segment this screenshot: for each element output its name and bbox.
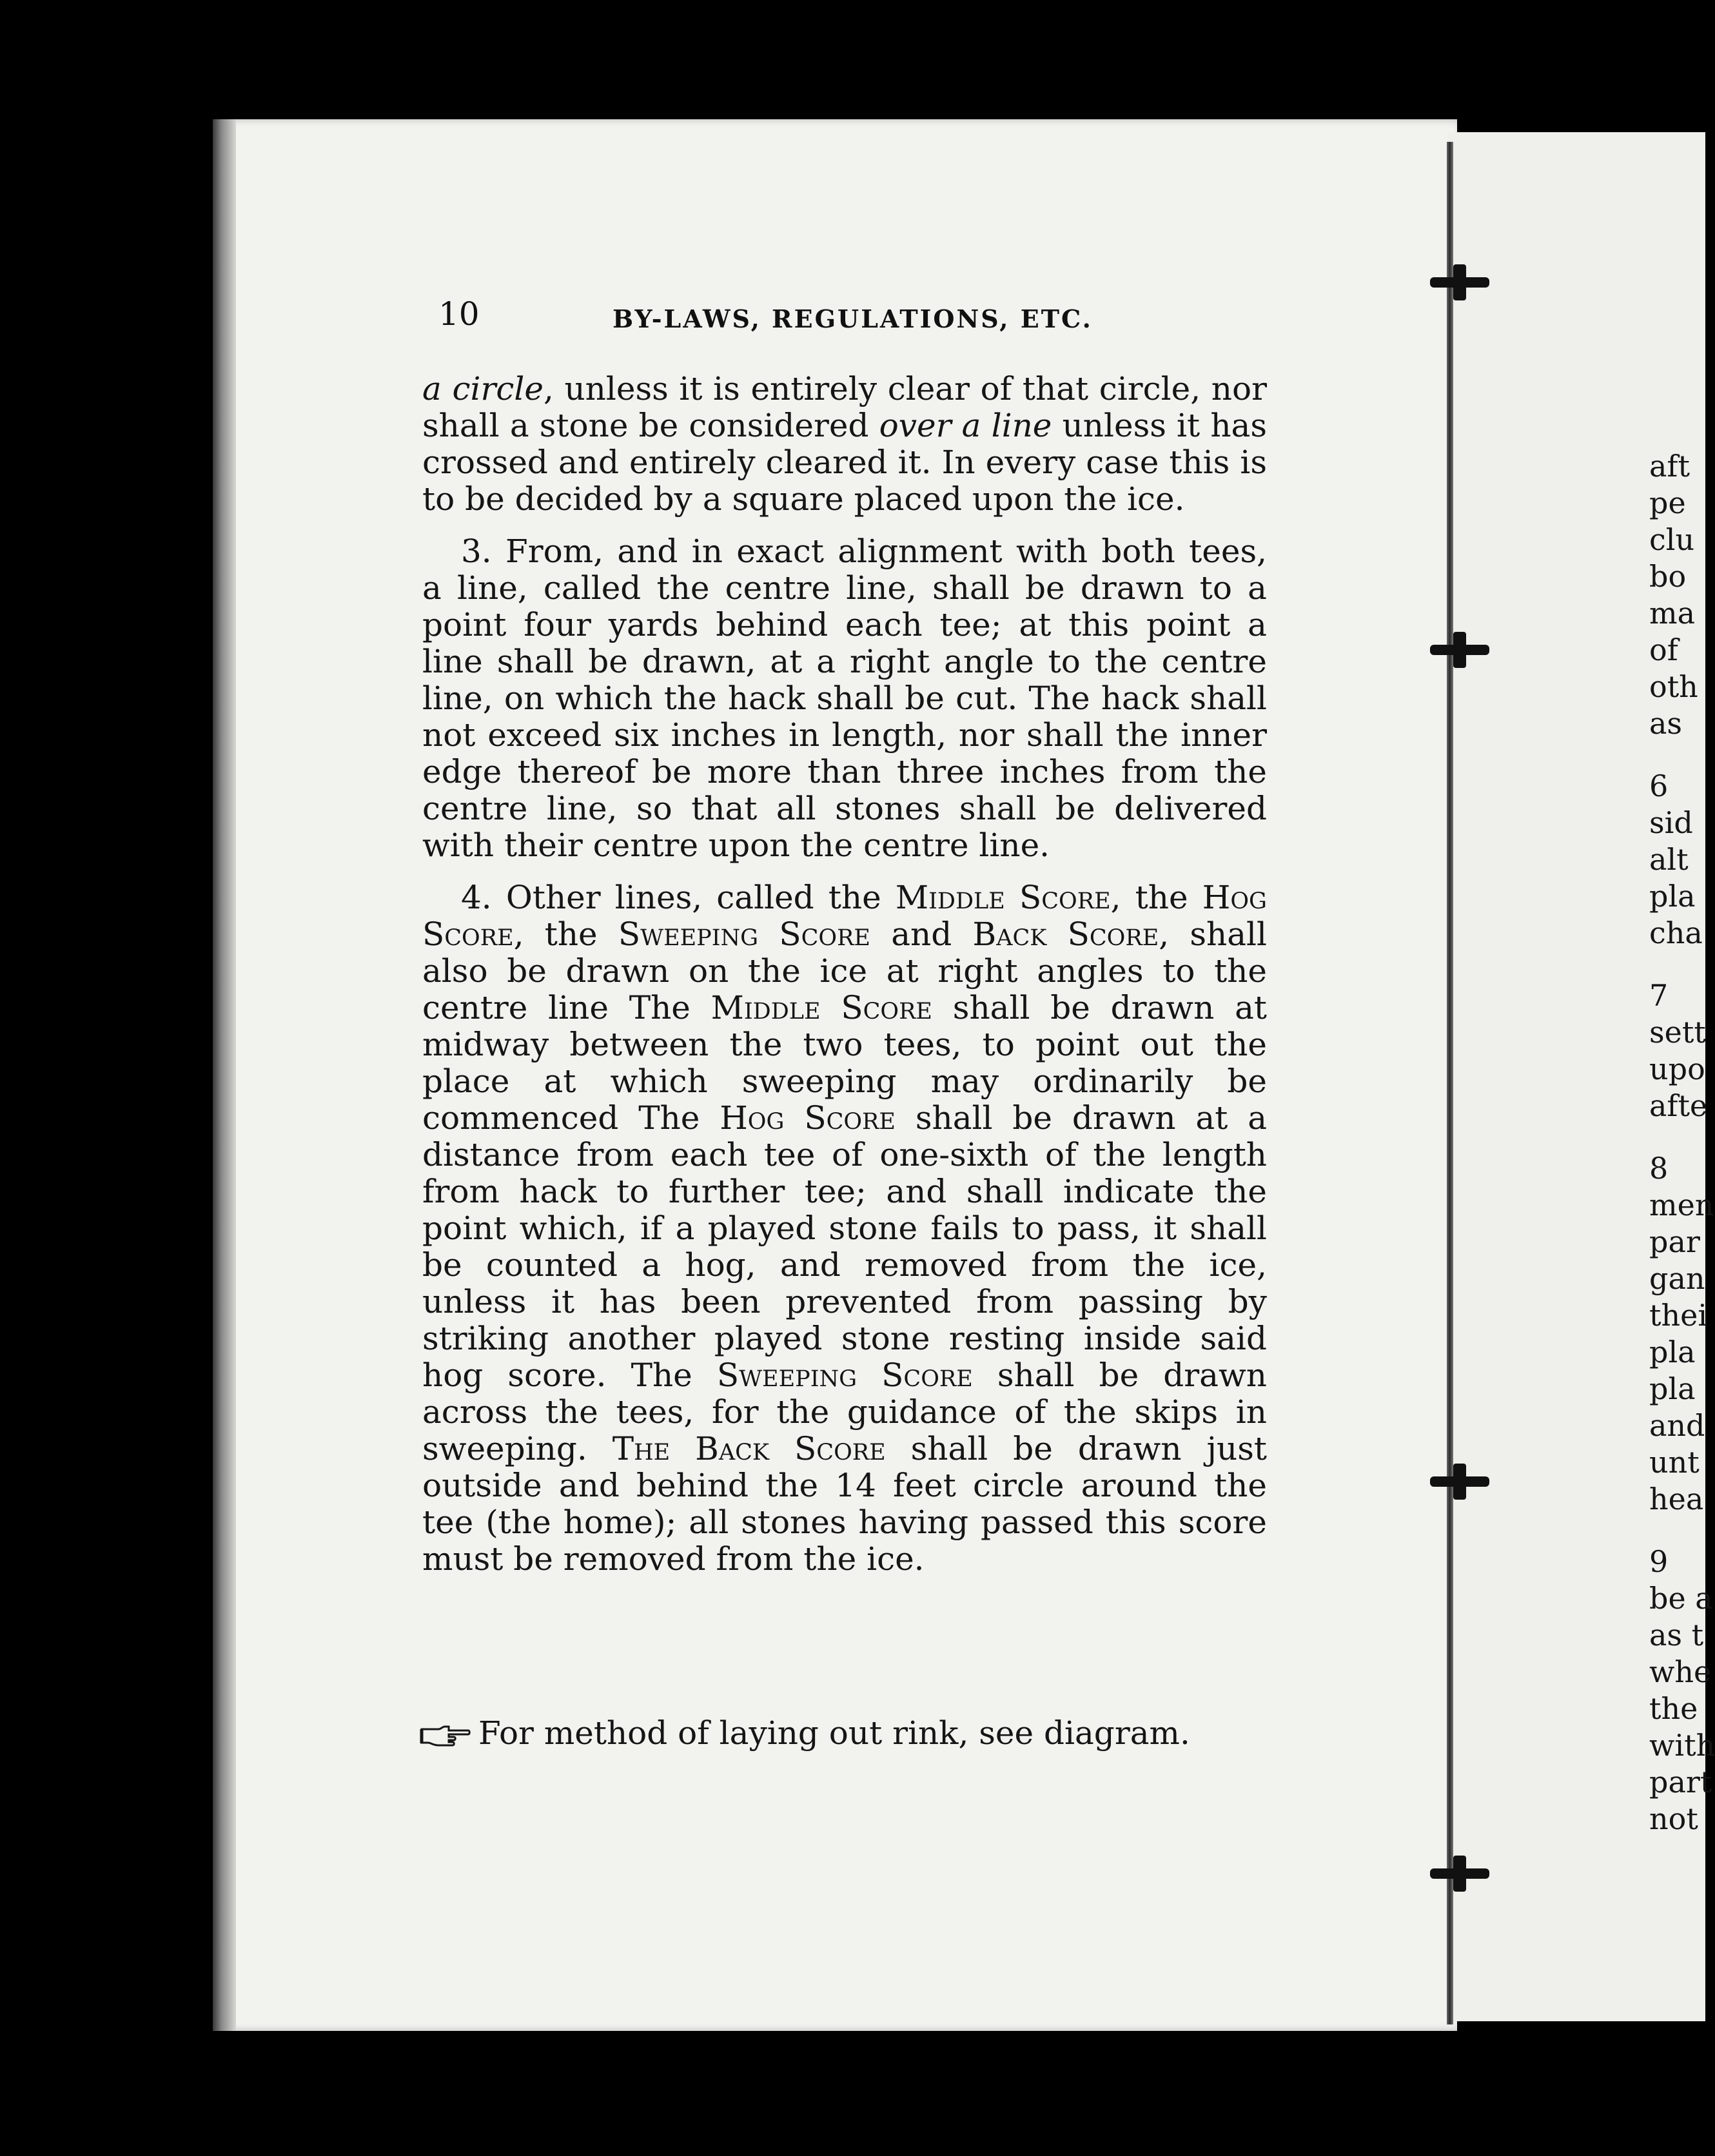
facing-line: pla [1649,1371,1696,1406]
paragraph-text: , unless it is entirely clear of that circle, nor shall a stone be considered [422,370,1267,444]
diagram-note [419,1715,1264,1752]
facing-line: cha [1649,916,1703,950]
facing-line: alt [1649,842,1689,877]
facing-page-text [1649,448,1715,1838]
binding-stitch [1430,645,1489,655]
paragraph-3: 3. From, and in exact alignment with both tees, a line, called the centre line, shall be drawn to a point four yards behind each tee; at this point a line shall be drawn, at a right angle to the centre line, on which the hack shall be cut. The hack shall not exceed six inches in length, nor shall the inner edge thereof be more than three inches from the centre line, so that all stones shall be delivered with their centre upon the centre line. [422,533,1267,864]
running-head [438,295,1096,340]
paragraph-2-continued [422,371,1267,518]
term-a-circle: a circle [422,370,544,407]
body-text [422,371,1267,1593]
paragraph-text: , the [1110,879,1202,916]
term-hog-score: Hog Score [720,1099,896,1137]
facing-line: be a [1649,1581,1713,1616]
facing-line: of [1649,632,1678,667]
term-back-score: Back Score [972,916,1159,953]
facing-line: gan [1649,1261,1705,1296]
facing-line: with [1649,1728,1715,1763]
facing-line: not [1649,1801,1698,1836]
facing-line: 9 [1649,1544,1669,1579]
facing-line: clu [1649,522,1695,557]
paragraph-text: shall be drawn just outside and behind the 14 feet circle around the tee (the home); all stones having passed this score must be removed from the ice. [422,1430,1267,1578]
term-middle-score: Middle Score [895,879,1111,916]
facing-line: as t [1649,1618,1704,1652]
running-title: BY-LAWS, REGULATIONS, ETC. [612,304,1093,333]
facing-line: 7 [1649,978,1669,1013]
facing-line: 8 [1649,1151,1669,1186]
binding-stitch [1430,277,1489,288]
facing-line: 6 [1649,769,1669,803]
paragraph-text: and [870,916,973,953]
paragraph-text: shall be drawn at midway between the two tees, to point out the place at which sweeping may ordinarily be commenced The [422,989,1267,1137]
paragraph-text: shall be drawn across the tees, for the guidance of the skips in sweeping. [422,1357,1267,1467]
facing-line: upo [1649,1052,1705,1086]
facing-line: ma [1649,596,1696,631]
paragraph-text: , shall also be drawn on the ice at right angles to the centre line The [422,916,1268,1026]
facing-line: and [1649,1408,1705,1443]
note-text: For method of laying out rink, see diagram. [478,1714,1190,1752]
facing-line: aft [1649,449,1690,484]
book-gutter [1447,142,1453,2024]
facing-line: pla [1649,879,1696,914]
facing-line: thei [1649,1298,1708,1333]
paragraph-text: unless it has crossed and entirely cleared it. In every case this is to be decided by a square placed upon the ice. [422,407,1267,518]
facing-line: sid [1649,805,1693,840]
facing-line: pe [1649,485,1686,520]
facing-line: the [1649,1691,1698,1726]
term-back-score: The Back Score [612,1430,886,1467]
facing-line: sett [1649,1015,1706,1050]
pointing-hand-icon [419,1724,471,1747]
facing-line: hea [1649,1482,1704,1516]
facing-line: part [1649,1765,1712,1799]
facing-line: whe [1649,1654,1712,1689]
paragraph-text: , the [513,916,618,953]
term-sweeping-score: Sweeping Score [618,916,870,953]
page-edge-shadow [213,119,236,2031]
term-sweeping-score: Sweeping Score [716,1357,973,1394]
page-number: 10 [438,295,480,333]
paragraph-4 [422,879,1267,1578]
paragraph-text: shall be drawn at a distance from each tee of one-sixth of the length from hack to further tee; and shall indicate the point which, if a played stone fails to pass, it shall be counted a hog, and removed from the ice, unless it has been prevented from passing by striking another played stone resting inside said hog score. The [422,1099,1267,1394]
facing-line: men [1649,1188,1714,1222]
term-over-a-line: over a line [879,407,1052,444]
binding-stitch [1430,1476,1489,1487]
facing-line: pla [1649,1335,1696,1369]
term-middle-score: Middle Score [710,989,932,1026]
facing-line: oth [1649,669,1698,704]
facing-line: par [1649,1224,1700,1259]
paragraph-text: 4. Other lines, called the [461,879,896,916]
term-hog-score: Hog Score [422,879,1267,953]
binding-stitch [1430,1868,1489,1879]
facing-line: unt [1649,1445,1700,1480]
facing-line: afte [1649,1088,1708,1123]
facing-line: as [1649,706,1683,741]
facing-line: bo [1649,559,1687,594]
